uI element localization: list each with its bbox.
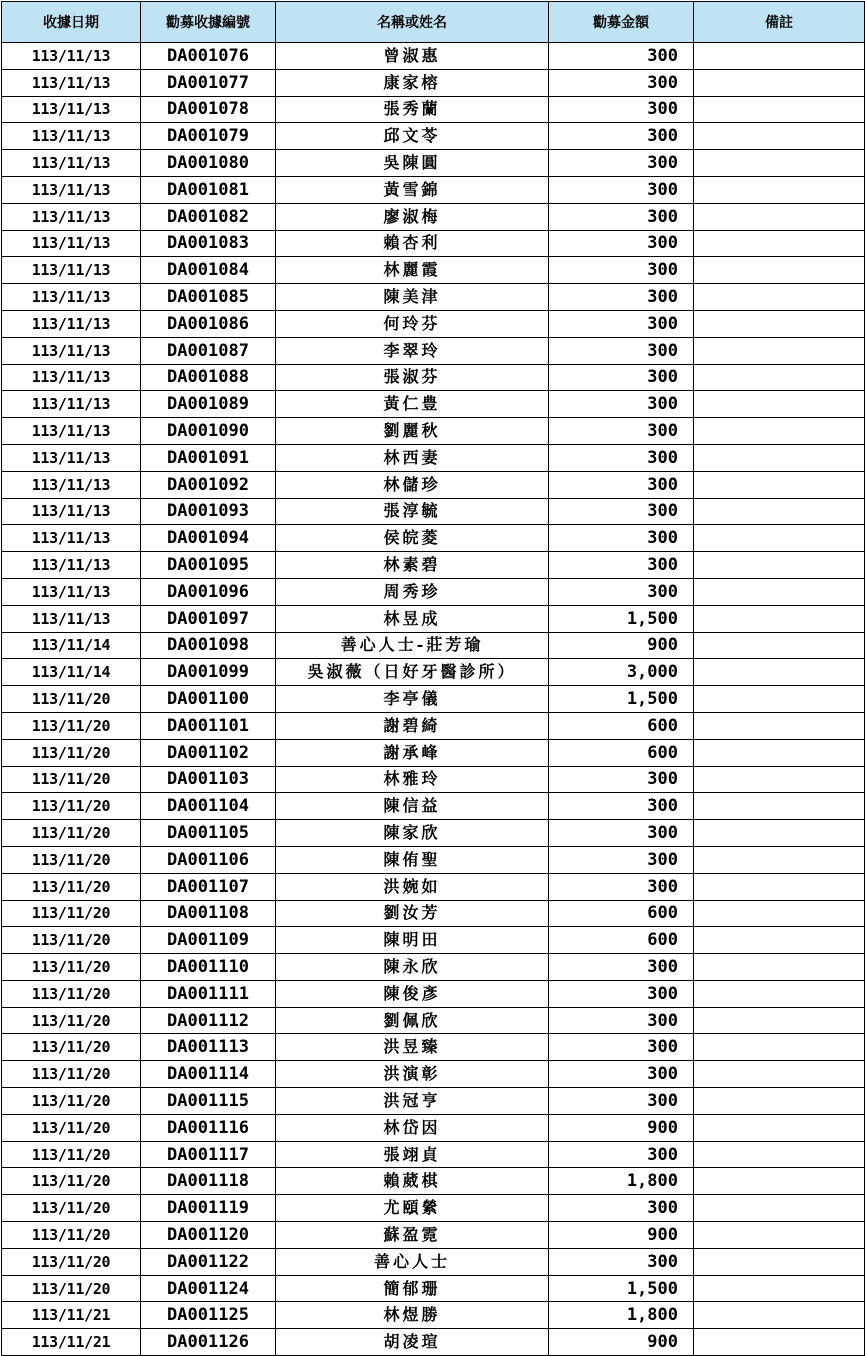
table-row: [2, 498, 865, 525]
cell-note: [694, 418, 865, 445]
cell-note: [694, 525, 865, 552]
table-row: [2, 766, 865, 793]
cell-receipt-no: DA001108: [141, 900, 276, 927]
cell-note: [694, 1088, 865, 1115]
cell-date: 113/11/13: [2, 257, 141, 284]
cell-date: 113/11/13: [2, 418, 141, 445]
cell-date: 113/11/13: [2, 444, 141, 471]
cell-note: [694, 954, 865, 981]
cell-name: 張秀蘭: [276, 96, 549, 123]
cell-date: 113/11/20: [2, 686, 141, 713]
cell-note: [694, 659, 865, 686]
cell-date: 113/11/20: [2, 820, 141, 847]
cell-date: 113/11/13: [2, 605, 141, 632]
cell-date: 113/11/20: [2, 766, 141, 793]
table-row: [2, 284, 865, 311]
cell-receipt-no: DA001086: [141, 310, 276, 337]
cell-date: 113/11/13: [2, 176, 141, 203]
cell-amount: 300: [549, 766, 694, 793]
table-row: [2, 1195, 865, 1222]
cell-amount: 300: [549, 391, 694, 418]
cell-receipt-no: DA001124: [141, 1275, 276, 1302]
cell-amount: 300: [549, 1034, 694, 1061]
cell-name: 陳明田: [276, 927, 549, 954]
cell-amount: 300: [549, 444, 694, 471]
cell-name: 劉汝芳: [276, 900, 549, 927]
cell-receipt-no: DA001084: [141, 257, 276, 284]
cell-name: 陳俊彥: [276, 980, 549, 1007]
cell-note: [694, 1329, 865, 1356]
cell-name: 謝碧綺: [276, 712, 549, 739]
cell-note: [694, 498, 865, 525]
cell-amount: 300: [549, 123, 694, 150]
cell-name: 賴葳棋: [276, 1168, 549, 1195]
cell-note: [694, 123, 865, 150]
cell-receipt-no: DA001085: [141, 284, 276, 311]
cell-date: 113/11/13: [2, 284, 141, 311]
cell-name: 何玲芬: [276, 310, 549, 337]
cell-name: 陳家欣: [276, 820, 549, 847]
header-row: [2, 2, 865, 43]
table-row: [2, 471, 865, 498]
cell-receipt-no: DA001118: [141, 1168, 276, 1195]
cell-note: [694, 900, 865, 927]
cell-date: 113/11/14: [2, 632, 141, 659]
cell-amount: 3,000: [549, 659, 694, 686]
header-receipt-no: 勸募收據編號: [141, 2, 276, 43]
table-row: [2, 820, 865, 847]
table-row: [2, 123, 865, 150]
table-row: [2, 954, 865, 981]
cell-name: 林昱成: [276, 605, 549, 632]
cell-amount: 300: [549, 203, 694, 230]
table-row: [2, 176, 865, 203]
cell-name: 林煜勝: [276, 1302, 549, 1329]
table-row: [2, 1061, 865, 1088]
cell-amount: 300: [549, 578, 694, 605]
cell-name: 林雅玲: [276, 766, 549, 793]
cell-name: 劉麗秋: [276, 418, 549, 445]
cell-date: 113/11/13: [2, 123, 141, 150]
cell-amount: 600: [549, 927, 694, 954]
cell-note: [694, 471, 865, 498]
cell-name: 黃雪錦: [276, 176, 549, 203]
cell-note: [694, 230, 865, 257]
cell-receipt-no: DA001078: [141, 96, 276, 123]
cell-name: 林岱因: [276, 1114, 549, 1141]
cell-date: 113/11/20: [2, 1195, 141, 1222]
cell-note: [694, 337, 865, 364]
table-row: [2, 337, 865, 364]
cell-receipt-no: DA001089: [141, 391, 276, 418]
cell-amount: 300: [549, 69, 694, 96]
cell-amount: 1,500: [549, 605, 694, 632]
cell-note: [694, 632, 865, 659]
cell-receipt-no: DA001115: [141, 1088, 276, 1115]
cell-date: 113/11/20: [2, 1034, 141, 1061]
cell-receipt-no: DA001110: [141, 954, 276, 981]
cell-name: 吳淑薇（日好牙醫診所）: [276, 659, 549, 686]
cell-receipt-no: DA001114: [141, 1061, 276, 1088]
cell-date: 113/11/13: [2, 391, 141, 418]
cell-note: [694, 1222, 865, 1249]
cell-note: [694, 1168, 865, 1195]
cell-name: 簡郁珊: [276, 1275, 549, 1302]
cell-amount: 300: [549, 471, 694, 498]
cell-receipt-no: DA001087: [141, 337, 276, 364]
table-row: [2, 846, 865, 873]
table-row: [2, 364, 865, 391]
cell-note: [694, 552, 865, 579]
cell-note: [694, 203, 865, 230]
cell-amount: 1,800: [549, 1168, 694, 1195]
cell-receipt-no: DA001116: [141, 1114, 276, 1141]
cell-date: 113/11/20: [2, 1168, 141, 1195]
cell-amount: 300: [549, 176, 694, 203]
cell-name: 林儲珍: [276, 471, 549, 498]
table-row: [2, 96, 865, 123]
cell-name: 邱文苓: [276, 123, 549, 150]
header-date: 收據日期: [2, 2, 141, 43]
cell-name: 張淳毓: [276, 498, 549, 525]
cell-receipt-no: DA001076: [141, 43, 276, 70]
cell-date: 113/11/13: [2, 337, 141, 364]
donation-table: [1, 1, 865, 1356]
cell-name: 謝承峰: [276, 739, 549, 766]
cell-date: 113/11/13: [2, 230, 141, 257]
cell-receipt-no: DA001092: [141, 471, 276, 498]
table-row: [2, 900, 865, 927]
cell-receipt-no: DA001117: [141, 1141, 276, 1168]
cell-date: 113/11/20: [2, 954, 141, 981]
cell-name: 陳侑聖: [276, 846, 549, 873]
cell-note: [694, 1248, 865, 1275]
cell-amount: 300: [549, 1248, 694, 1275]
cell-name: 周秀珍: [276, 578, 549, 605]
cell-name: 康家榕: [276, 69, 549, 96]
cell-name: 李翠玲: [276, 337, 549, 364]
cell-receipt-no: DA001080: [141, 150, 276, 177]
cell-receipt-no: DA001120: [141, 1222, 276, 1249]
cell-amount: 300: [549, 552, 694, 579]
cell-note: [694, 1007, 865, 1034]
table-row: [2, 1248, 865, 1275]
cell-amount: 300: [549, 150, 694, 177]
table-row: [2, 686, 865, 713]
cell-name: 尤頤縈: [276, 1195, 549, 1222]
cell-receipt-no: DA001113: [141, 1034, 276, 1061]
table-row: [2, 69, 865, 96]
cell-amount: 300: [549, 1141, 694, 1168]
cell-note: [694, 69, 865, 96]
cell-receipt-no: DA001102: [141, 739, 276, 766]
cell-amount: 300: [549, 1088, 694, 1115]
cell-receipt-no: DA001090: [141, 418, 276, 445]
cell-date: 113/11/20: [2, 1275, 141, 1302]
table-row: [2, 1141, 865, 1168]
cell-note: [694, 257, 865, 284]
table-row: [2, 873, 865, 900]
cell-amount: 900: [549, 632, 694, 659]
cell-amount: 900: [549, 1222, 694, 1249]
cell-name: 黃仁豊: [276, 391, 549, 418]
cell-note: [694, 310, 865, 337]
cell-receipt-no: DA001105: [141, 820, 276, 847]
cell-receipt-no: DA001103: [141, 766, 276, 793]
table-row: [2, 1275, 865, 1302]
cell-amount: 300: [549, 846, 694, 873]
cell-receipt-no: DA001081: [141, 176, 276, 203]
table-row: [2, 525, 865, 552]
cell-receipt-no: DA001125: [141, 1302, 276, 1329]
cell-amount: 300: [549, 337, 694, 364]
cell-name: 廖淑梅: [276, 203, 549, 230]
cell-receipt-no: DA001093: [141, 498, 276, 525]
cell-note: [694, 578, 865, 605]
cell-name: 陳信益: [276, 793, 549, 820]
cell-name: 張翊貞: [276, 1141, 549, 1168]
cell-amount: 300: [549, 284, 694, 311]
cell-note: [694, 391, 865, 418]
cell-date: 113/11/20: [2, 712, 141, 739]
cell-amount: 1,500: [549, 686, 694, 713]
table-row: [2, 1222, 865, 1249]
cell-name: 胡凌瑄: [276, 1329, 549, 1356]
cell-amount: 300: [549, 820, 694, 847]
cell-note: [694, 176, 865, 203]
cell-name: 林麗霞: [276, 257, 549, 284]
cell-date: 113/11/20: [2, 900, 141, 927]
cell-date: 113/11/20: [2, 873, 141, 900]
cell-receipt-no: DA001098: [141, 632, 276, 659]
cell-receipt-no: DA001077: [141, 69, 276, 96]
cell-note: [694, 927, 865, 954]
cell-date: 113/11/20: [2, 980, 141, 1007]
cell-note: [694, 980, 865, 1007]
cell-date: 113/11/20: [2, 846, 141, 873]
table-row: [2, 1114, 865, 1141]
cell-amount: 300: [549, 1061, 694, 1088]
cell-date: 113/11/20: [2, 1007, 141, 1034]
cell-note: [694, 686, 865, 713]
table-row: [2, 43, 865, 70]
cell-amount: 300: [549, 954, 694, 981]
table-row: [2, 1034, 865, 1061]
table-row: [2, 980, 865, 1007]
cell-date: 113/11/13: [2, 150, 141, 177]
cell-receipt-no: DA001107: [141, 873, 276, 900]
table-row: [2, 257, 865, 284]
table-row: [2, 150, 865, 177]
cell-date: 113/11/21: [2, 1329, 141, 1356]
cell-date: 113/11/13: [2, 552, 141, 579]
cell-date: 113/11/20: [2, 1141, 141, 1168]
cell-date: 113/11/13: [2, 364, 141, 391]
table-row: [2, 659, 865, 686]
cell-name: 侯皖菱: [276, 525, 549, 552]
cell-name: 善心人士: [276, 1248, 549, 1275]
header-name: 名稱或姓名: [276, 2, 549, 43]
cell-date: 113/11/13: [2, 43, 141, 70]
table-row: [2, 605, 865, 632]
table-row: [2, 1329, 865, 1356]
table-row: [2, 444, 865, 471]
cell-date: 113/11/13: [2, 310, 141, 337]
cell-amount: 300: [549, 1007, 694, 1034]
cell-date: 113/11/20: [2, 1061, 141, 1088]
cell-date: 113/11/13: [2, 69, 141, 96]
cell-note: [694, 1061, 865, 1088]
cell-name: 陳美津: [276, 284, 549, 311]
cell-note: [694, 1034, 865, 1061]
table-row: [2, 632, 865, 659]
cell-date: 113/11/20: [2, 739, 141, 766]
cell-amount: 300: [549, 1195, 694, 1222]
cell-receipt-no: DA001082: [141, 203, 276, 230]
cell-date: 113/11/13: [2, 578, 141, 605]
cell-note: [694, 739, 865, 766]
table-row: [2, 310, 865, 337]
table-row: [2, 1168, 865, 1195]
cell-name: 劉佩欣: [276, 1007, 549, 1034]
cell-receipt-no: DA001119: [141, 1195, 276, 1222]
cell-receipt-no: DA001112: [141, 1007, 276, 1034]
cell-name: 曾淑惠: [276, 43, 549, 70]
cell-amount: 1,800: [549, 1302, 694, 1329]
cell-receipt-no: DA001096: [141, 578, 276, 605]
cell-amount: 300: [549, 793, 694, 820]
table-row: [2, 739, 865, 766]
cell-note: [694, 712, 865, 739]
header-note: 備註: [694, 2, 865, 43]
cell-date: 113/11/20: [2, 1114, 141, 1141]
cell-note: [694, 96, 865, 123]
cell-date: 113/11/20: [2, 793, 141, 820]
cell-amount: 900: [549, 1114, 694, 1141]
cell-amount: 600: [549, 739, 694, 766]
cell-amount: 600: [549, 900, 694, 927]
cell-name: 洪演彰: [276, 1061, 549, 1088]
cell-date: 113/11/13: [2, 471, 141, 498]
cell-amount: 300: [549, 418, 694, 445]
cell-amount: 300: [549, 980, 694, 1007]
table-row: [2, 793, 865, 820]
cell-name: 林西妻: [276, 444, 549, 471]
cell-receipt-no: DA001126: [141, 1329, 276, 1356]
cell-name: 李亭儀: [276, 686, 549, 713]
cell-receipt-no: DA001104: [141, 793, 276, 820]
cell-amount: 300: [549, 310, 694, 337]
cell-note: [694, 873, 865, 900]
table-row: [2, 1088, 865, 1115]
cell-date: 113/11/21: [2, 1302, 141, 1329]
cell-amount: 300: [549, 230, 694, 257]
table-row: [2, 391, 865, 418]
cell-receipt-no: DA001095: [141, 552, 276, 579]
table-row: [2, 712, 865, 739]
table-row: [2, 927, 865, 954]
header-amount: 勸募金額: [549, 2, 694, 43]
cell-date: 113/11/20: [2, 1222, 141, 1249]
cell-amount: 1,500: [549, 1275, 694, 1302]
cell-date: 113/11/20: [2, 1088, 141, 1115]
cell-date: 113/11/20: [2, 1248, 141, 1275]
cell-note: [694, 444, 865, 471]
cell-amount: 300: [549, 257, 694, 284]
cell-receipt-no: DA001097: [141, 605, 276, 632]
table-row: [2, 203, 865, 230]
cell-receipt-no: DA001109: [141, 927, 276, 954]
table-row: [2, 552, 865, 579]
cell-name: 洪冠亨: [276, 1088, 549, 1115]
cell-note: [694, 605, 865, 632]
cell-note: [694, 284, 865, 311]
cell-note: [694, 150, 865, 177]
cell-date: 113/11/14: [2, 659, 141, 686]
cell-name: 洪昱臻: [276, 1034, 549, 1061]
cell-note: [694, 1275, 865, 1302]
cell-amount: 600: [549, 712, 694, 739]
cell-receipt-no: DA001106: [141, 846, 276, 873]
cell-amount: 300: [549, 96, 694, 123]
cell-date: 113/11/13: [2, 203, 141, 230]
cell-receipt-no: DA001088: [141, 364, 276, 391]
cell-amount: 300: [549, 43, 694, 70]
cell-receipt-no: DA001101: [141, 712, 276, 739]
cell-note: [694, 846, 865, 873]
cell-amount: 900: [549, 1329, 694, 1356]
cell-date: 113/11/13: [2, 525, 141, 552]
cell-receipt-no: DA001122: [141, 1248, 276, 1275]
cell-receipt-no: DA001111: [141, 980, 276, 1007]
cell-note: [694, 1195, 865, 1222]
cell-name: 洪婉如: [276, 873, 549, 900]
cell-date: 113/11/20: [2, 927, 141, 954]
cell-receipt-no: DA001100: [141, 686, 276, 713]
cell-receipt-no: DA001079: [141, 123, 276, 150]
cell-receipt-no: DA001099: [141, 659, 276, 686]
cell-note: [694, 766, 865, 793]
cell-note: [694, 1114, 865, 1141]
cell-name: 張淑芬: [276, 364, 549, 391]
cell-name: 林素碧: [276, 552, 549, 579]
cell-receipt-no: DA001083: [141, 230, 276, 257]
cell-name: 陳永欣: [276, 954, 549, 981]
cell-note: [694, 820, 865, 847]
cell-note: [694, 43, 865, 70]
table-row: [2, 230, 865, 257]
cell-receipt-no: DA001094: [141, 525, 276, 552]
table-row: [2, 1007, 865, 1034]
cell-name: 蘇盈霓: [276, 1222, 549, 1249]
cell-amount: 300: [549, 498, 694, 525]
table-row: [2, 418, 865, 445]
cell-note: [694, 1141, 865, 1168]
cell-amount: 300: [549, 364, 694, 391]
cell-name: 善心人士-莊芳瑜: [276, 632, 549, 659]
cell-name: 吳陳圓: [276, 150, 549, 177]
cell-date: 113/11/13: [2, 96, 141, 123]
cell-amount: 300: [549, 873, 694, 900]
cell-date: 113/11/13: [2, 498, 141, 525]
table-row: [2, 578, 865, 605]
cell-receipt-no: DA001091: [141, 444, 276, 471]
cell-amount: 300: [549, 525, 694, 552]
cell-note: [694, 364, 865, 391]
cell-note: [694, 793, 865, 820]
cell-name: 賴杏利: [276, 230, 549, 257]
